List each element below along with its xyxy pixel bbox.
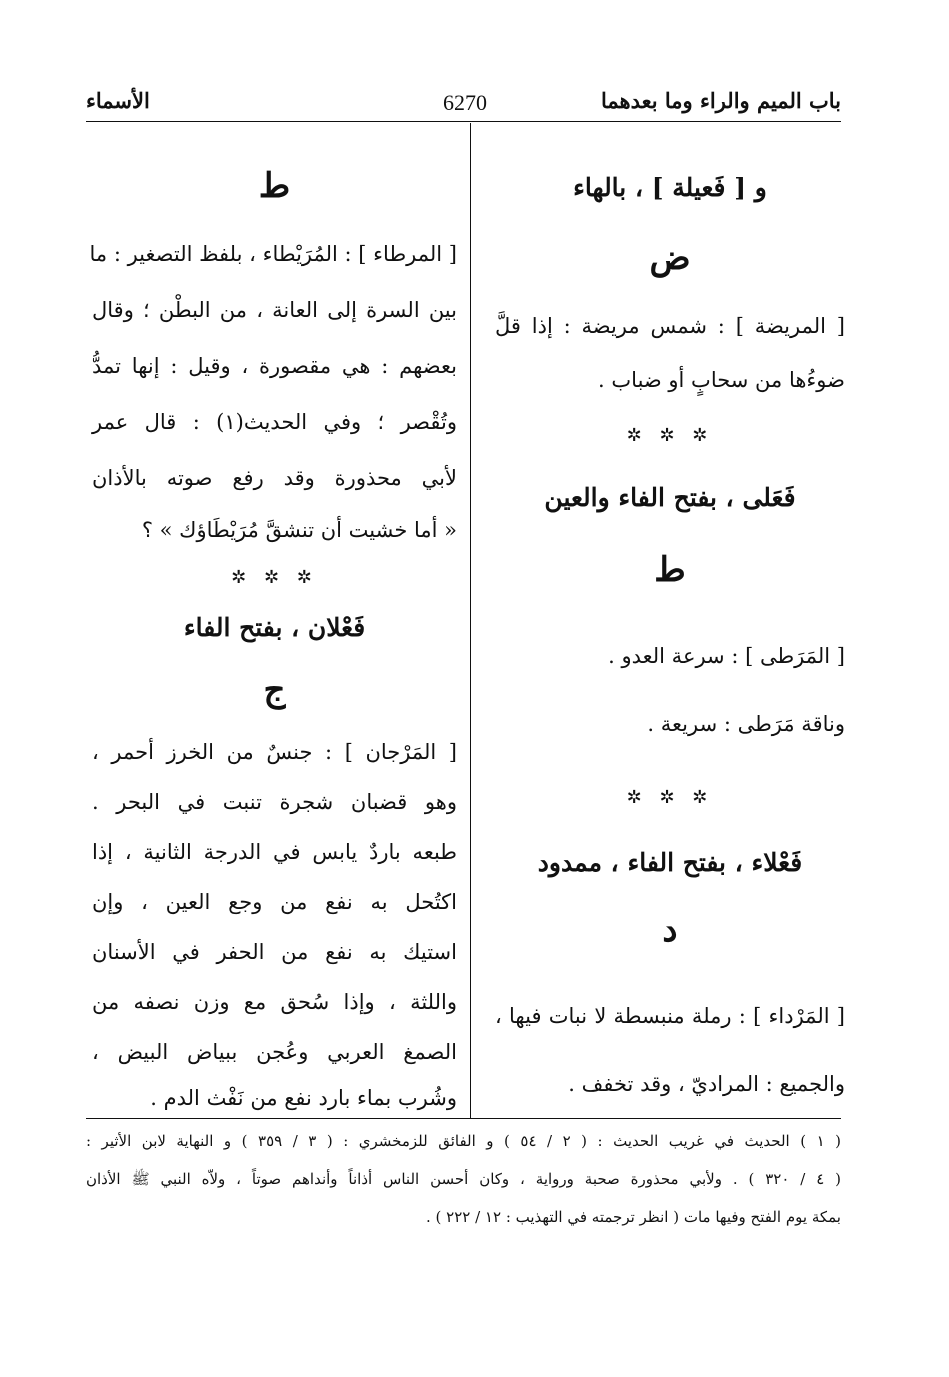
heading-faeela: و [ فَعيلة ] ، بالهاء: [573, 173, 767, 202]
entry-mareeda-line-1: [ المريضة ] : شمس مريضة : إذا قلَّ: [495, 314, 845, 338]
entry-murtaa-line: بعضهم : هي مقصورة ، وقيل : إنها تمدُّ: [92, 354, 457, 378]
separator-stars: ✲ ✲ ✲: [626, 425, 714, 446]
entry-murtaa-line: لأبي محذورة وقد رفع صوته بالأذان: [92, 466, 457, 490]
entry-marjan-line: [ المَرْجان ] : جنسٌ من الخرز أحمر ،: [92, 740, 457, 764]
entry-murtaa-line: [ المرطاء ] : المُرَيْطاء ، بلفظ التصغير : ما: [89, 242, 457, 266]
running-header-section: الأسماء: [86, 88, 150, 113]
entry-murtaa-line: بين السرة إلى العانة ، من البطْن ؛ وقال: [92, 298, 457, 322]
letter-dal: د: [662, 910, 678, 950]
letter-jeem: ج: [263, 670, 286, 710]
letter-taa: ط: [258, 166, 291, 206]
entry-maratha-line-2: وناقة مَرَطى : سريعة .: [647, 712, 845, 736]
column-divider: [470, 123, 471, 1118]
entry-marjan-line: واللثة ، وإذا سُحق مع وزن نصفه من: [92, 990, 457, 1014]
entry-marjan-line: الصمغ العربي وعُجن ببياض البيض ،: [92, 1040, 457, 1064]
entry-marjan-line: وشُرب بماء بارد نفع من نَفْث الدم .: [150, 1086, 457, 1110]
footnote-line: بمكة يوم الفتح وفيها مات ( انظر ترجمته في التهذيب : ١٢ / ٢٢٢ ) .: [426, 1208, 841, 1226]
entry-mardaa-line-2: والجميع : المراديّ ، وقد تخفف .: [568, 1072, 845, 1096]
entry-murtaa-line: « أما خشيت أن تنشقَّ مُرَيْطَاؤك » ؟: [141, 518, 457, 542]
footnote-line: ( ٤ / ٣٢٠ ) . ولأبي محذورة صحبة ورواية ، وكان أحسن الناس أذاناً وأنداهم صوتاً ، ولاّه النبي ﷺ الأذان: [86, 1170, 841, 1188]
footnote-rule: [86, 1118, 841, 1119]
footnote-line: ( ١ ) الحديث في غريب الحديث : ( ٢ / ٥٤ ) و الفائق للزمخشري : ( ٣ / ٣٥٩ ) و النهاية لابن الأثير :: [86, 1132, 842, 1150]
entry-mareeda-line-2: ضوءُها من سحابٍ أو ضباب .: [598, 368, 845, 392]
entry-maratha-line-1: [ المَرَطى ] : سرعة العدو .: [608, 644, 845, 668]
entry-marjan-line: استيك به نفع من الحفر في الأسنان: [92, 940, 457, 964]
entry-murtaa-line: وتُقْصر ؛ وفي الحديث(١) : قال عمر: [92, 410, 458, 434]
entry-mardaa-line-1: [ المَرْداء ] : رملة منبسطة لا نبات فيها ،: [495, 1004, 845, 1028]
header-rule: [86, 121, 841, 122]
heading-faala: فَعَلى ، بفتح الفاء والعين: [544, 483, 796, 512]
heading-faalan: فَعْلان ، بفتح الفاء: [183, 613, 366, 642]
letter-dad: ض: [649, 238, 691, 278]
separator-stars: ✲ ✲ ✲: [626, 787, 714, 808]
entry-marjan-line: طبعه باردٌ يابس في الدرجة الثانية ، إذا: [92, 840, 457, 864]
page-number: 6270: [443, 90, 487, 115]
separator-stars: ✲ ✲ ✲: [231, 567, 318, 588]
letter-taa: ط: [654, 550, 686, 590]
entry-marjan-line: اكتُحل به نفع من وجع العين ، وإن: [92, 890, 457, 914]
heading-faalaa: فَعْلاء ، بفتح الفاء ، ممدود: [537, 848, 803, 877]
running-header-chapter: باب الميم والراء وما بعدهما: [600, 88, 841, 113]
entry-marjan-line: وهو قضبان شجرة تنبت في البحر .: [92, 790, 457, 814]
